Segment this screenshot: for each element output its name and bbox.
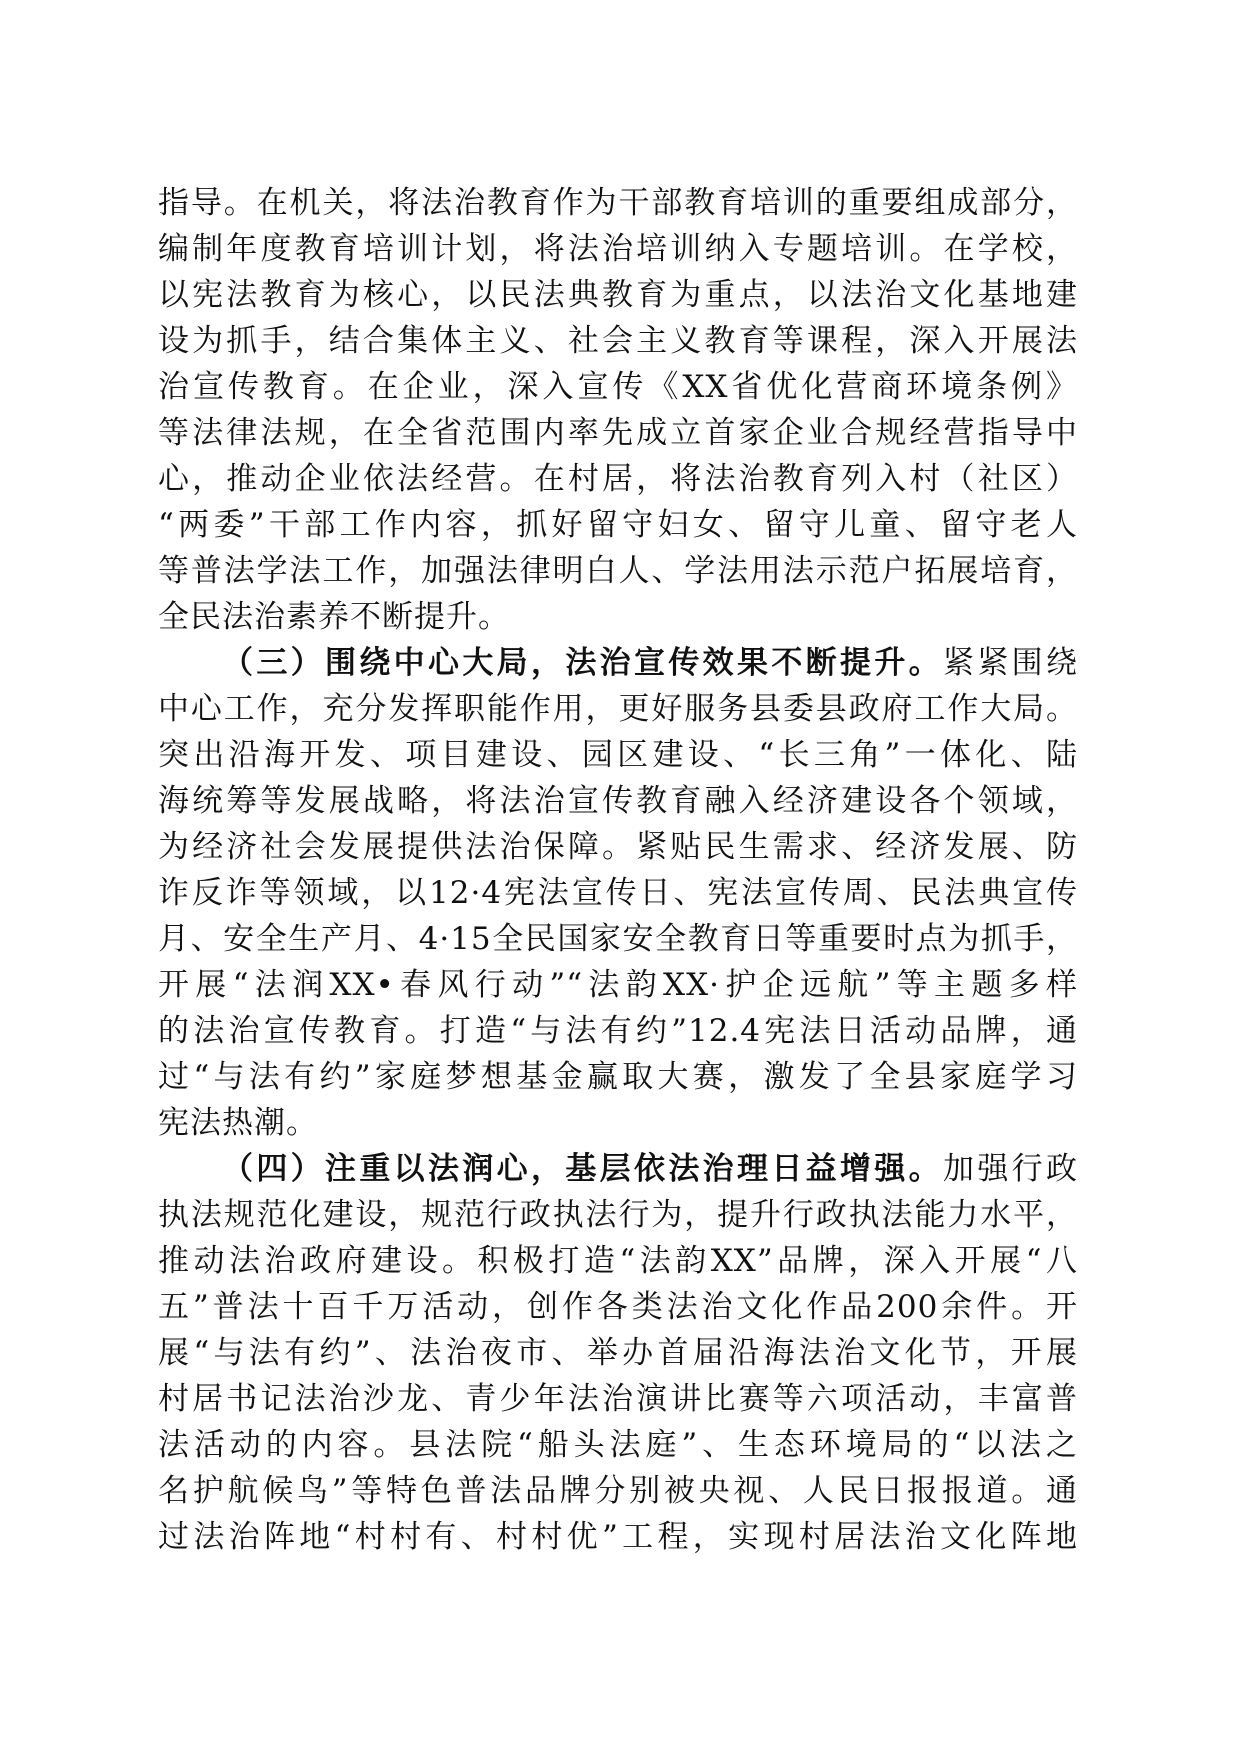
text-line: 设为抓手，结合集体主义、社会主义教育等课程，深入开展法	[158, 323, 1078, 359]
section-heading: （四）注重以法润心，基层依法治理日益增强。	[222, 1151, 943, 1187]
text-line: “两委”干部工作内容，抓好留守妇女、留守儿童、留守老人	[158, 507, 1078, 543]
text-line: 为经济社会发展提供法治保障。紧贴民生需求、经济发展、防	[158, 829, 1078, 865]
text-line: 五”普法十百千万活动，创作各类法治文化作品200余件。开	[158, 1289, 1078, 1325]
heading-line-rest: 加强行政	[943, 1151, 1078, 1187]
text-line: 中心工作，充分发挥职能作用，更好服务县委县政府工作大局。	[158, 691, 1078, 727]
text-line: 等法律法规，在全省范围内率先成立首家企业合规经营指导中	[158, 415, 1078, 451]
text-line: 月、安全生产月、4·15全民国家安全教育日等重要时点为抓手，	[158, 921, 1078, 957]
text-line: 展“与法有约”、法治夜市、举办首届沿海法治文化节，开展	[158, 1335, 1078, 1371]
text-line: 治宣传教育。在企业，深入宣传《XX省优化营商环境条例》	[158, 369, 1078, 405]
text-line: 的法治宣传教育。打造“与法有约”12.4宪法日活动品牌，通	[158, 1013, 1078, 1049]
heading-line-rest: 紧紧围绕	[943, 645, 1078, 681]
text-line: 诈反诈等领域，以12·4宪法宣传日、宪法宣传周、民法典宣传	[158, 875, 1078, 911]
section-heading-line	[158, 640, 1078, 686]
text-line: 过“与法有约”家庭梦想基金赢取大赛，激发了全县家庭学习	[158, 1059, 1078, 1095]
text-line: 指导。在机关，将法治教育作为干部教育培训的重要组成部分，	[158, 185, 1078, 221]
text-line: 法活动的内容。县法院“船头法庭”、生态环境局的“以法之	[158, 1427, 1078, 1463]
paragraph-2	[158, 640, 1078, 1146]
text-line: 全民法治素养不断提升。	[158, 599, 510, 635]
text-line: 过法治阵地“村村有、村村优”工程，实现村居法治文化阵地	[158, 1519, 1078, 1555]
text-line: 以宪法教育为核心，以民法典教育为重点，以法治文化基地建	[158, 277, 1078, 313]
text-line: 心，推动企业依法经营。在村居，将法治教育列入村（社区）	[158, 461, 1078, 497]
text-line: 村居书记法治沙龙、青少年法治演讲比赛等六项活动，丰富普	[158, 1381, 1078, 1417]
document-page	[158, 180, 1078, 1560]
text-line: 宪法热潮。	[158, 1105, 318, 1141]
text-line: 名护航候鸟”等特色普法品牌分别被央视、人民日报报道。通	[158, 1473, 1078, 1509]
text-line: 等普法学法工作，加强法律明白人、学法用法示范户拓展培育，	[158, 553, 1078, 589]
text-line: 海统筹等发展战略，将法治宣传教育融入经济建设各个领域，	[158, 783, 1078, 819]
text-line: 执法规范化建设，规范行政执法行为，提升行政执法能力水平，	[158, 1197, 1078, 1233]
text-line: 编制年度教育培训计划，将法治培训纳入专题培训。在学校，	[158, 231, 1078, 267]
section-heading: （三）围绕中心大局，法治宣传效果不断提升。	[222, 645, 943, 681]
text-line: 开展“法润XX•春风行动”“法韵XX·护企远航”等主题多样	[158, 967, 1078, 1003]
paragraph-3	[158, 1146, 1078, 1560]
section-heading-line	[158, 1146, 1078, 1192]
text-line: 推动法治政府建设。积极打造“法韵XX”品牌，深入开展“八	[158, 1243, 1078, 1279]
paragraph-1	[158, 180, 1078, 640]
text-line: 突出沿海开发、项目建设、园区建设、“长三角”一体化、陆	[158, 737, 1078, 773]
